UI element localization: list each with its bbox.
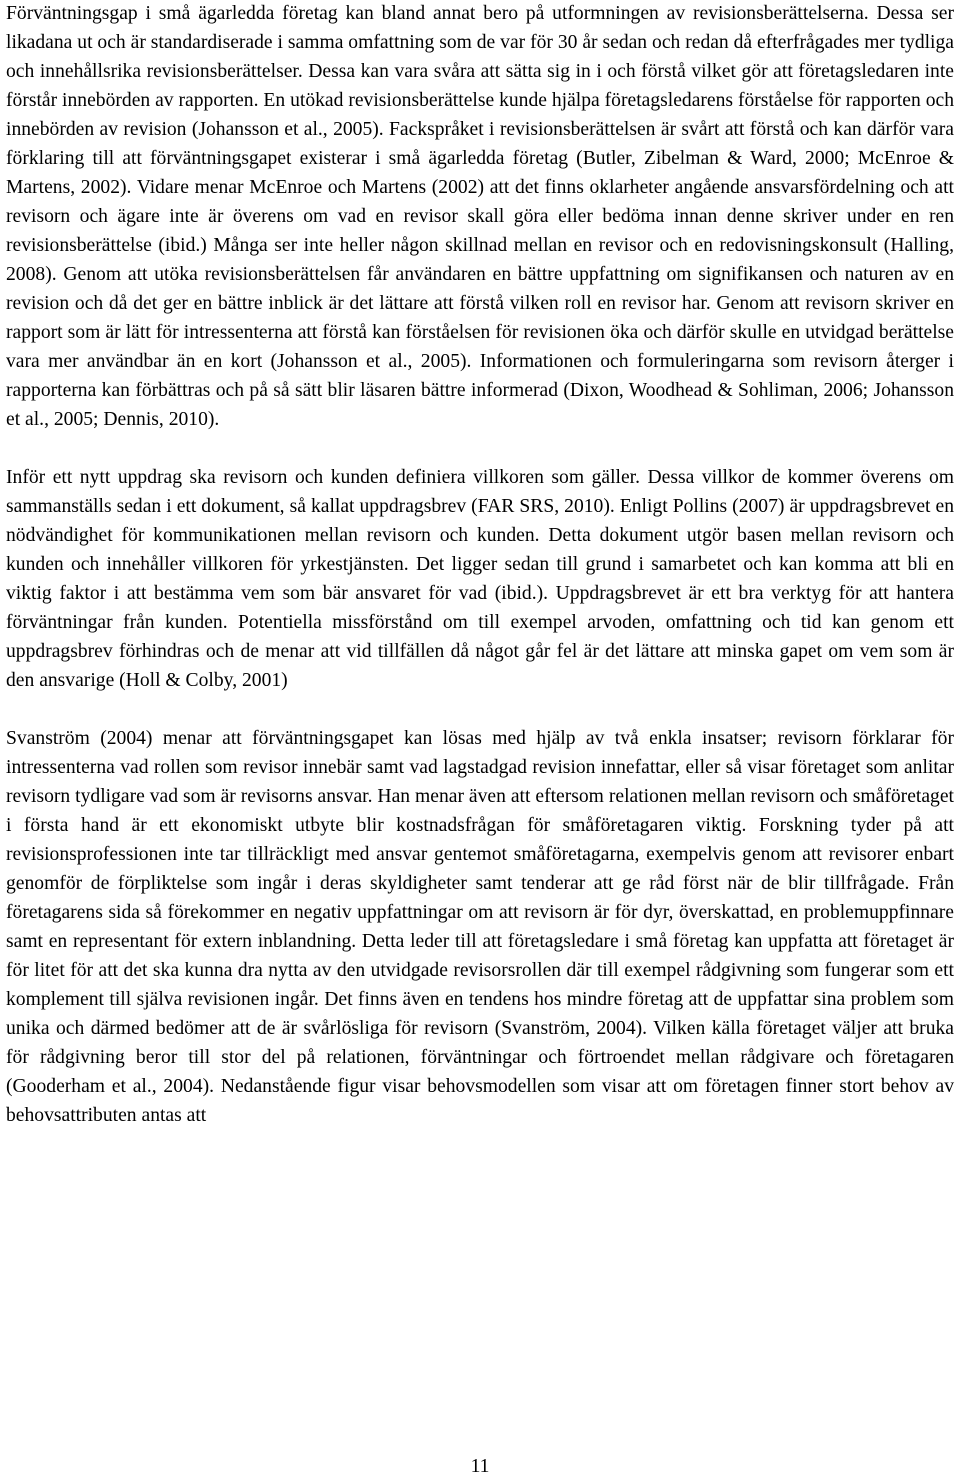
paragraph-svanstrom: Svanström (2004) menar att förväntningsgapet kan lösas med hjälp av två enkla insatser; revisorn förklarar för intressenterna vad rollen som revisor innebär samt vad lagstadgad revision innefattar, eller så visar företaget som anlitar revisorn tydligare vad som är revisorns ansvar. Han menar även att eftersom relationen mellan revisorn och småföretaget i första hand är ett ekonomiskt utbyte blir kostnadsfrågan för småföretagaren viktig. Forskning tyder på att revisionsprofessionen inte tar tillräckligt med ansvar gentemot småföretagarna, exempelvis genom att revisorer enbart genomför de förpliktelse som ingår i deras skyldigheter samt tenderar att ge råd först när de blir tillfrågade. Från företagarens sida så förekommer en negativ uppfattningar om att revisorn är för dyr, överskattad, en problemuppfinnare samt en representant för extern inblandning. Detta leder till att företagsledare i små företag kan uppfatta att företaget är för litet för att det ska kunna dra nytta av den utvidgade revisorsrollen där till exempel rådgivning som fungerar som ett komplement till själva revisionen ingår. Det finns även en tendens hos mindre företag att de uppfattar sina problem som unika och därmed bedömer att de är svårlösliga för revisorn (Svanström, 2004). Vilken källa företaget väljer att bruka för rådgivning beror till stor del på relationen, förväntningar och förtroendet mellan rådgivare och företagaren (Gooderham et al., 2004). Nedanstående figur visar behovsmodellen som visar att om företagen finner stort behov av behovsattributen antas att (6, 728, 954, 1126)
document-page (6, 0, 954, 1130)
page-number: 11 (470, 1456, 490, 1477)
paragraph-engagement-letter: Inför ett nytt uppdrag ska revisorn och kunden definiera villkoren som gäller. Dessa villkor de kommer överens om sammanställs sedan i ett dokument, så kallat uppdragsbrev (FAR SRS, 2010). Enligt Pollins (2007) är uppdragsbrevet en nödvändighet för kommunikationen mellan revisorn och kunden. Detta dokument utgör basen mellan revisorn och kunden och innehåller villkoren för yrkestjänsten. Det ligger sedan till grund i samarbetet och kan komma att bli en viktig faktor i att bestämma vem som bär ansvaret för vad (ibid.). Uppdragsbrevet är ett bra verktyg för att hantera förväntningar från kunden. Potentiella missförstånd om till exempel arvoden, omfattning och tid kan genom ett uppdragsbrev förhindras och de menar att vid tillfällen då något går fel är det lättare att minska gapet om vem som är den ansvarige (Holl & Colby, 2001) (6, 467, 954, 691)
paragraph-expectation-gap: Förväntningsgap i små ägarledda företag kan bland annat bero på utformningen av revisionsberättelserna. Dessa ser likadana ut och är standardiserade i samma omfattning som de var för 30 år sedan och redan då efterfrågades mer tydliga och innehållsrika revisionsberättelser. Dessa kan vara svåra att sätta sig in i och förstå vilket gör att företagsledaren inte förstår innebörden av rapporten. En utökad revisionsberättelse kunde hjälpa företagsledarens förståelse för rapporten och innebörden av revision (Johansson et al., 2005). Fackspråket i revisionsberättelsen är svårt att förstå och kan därför vara förklaring till att förväntningsgapet existerar i små ägarledda företag (Butler, Zibelman & Ward, 2000; McEnroe & Martens, 2002). Vidare menar McEnroe och Martens (2002) att det finns oklarheter angående ansvarsfördelning och att revisorn och ägare inte är överens om vad en revisor skall göra eller bedöma innan denne skriver under en ren revisionsberättelse (ibid.) Många ser inte heller någon skillnad mellan en revisor och en redovisningskonsult (Halling, 2008). Genom att utöka revisionsberättelsen får användaren en bättre uppfattning om signifikansen och naturen av en revision och då det ger en bättre inblick är det lättare att förstå vilken roll en revisor har. Genom att revisorn skriver en rapport som är lätt för intressenterna att förstå kan förståelsen för revisionen öka och därför skulle en utvidgad berättelse vara mer användbar än en kort (Johansson et al., 2005). Informationen och formuleringarna som revisorn återger i rapporterna kan förbättras och på så sätt blir läsaren bättre informerad (Dixon, Woodhead & Sohliman, 2006; Johansson et al., 2005; Dennis, 2010). (6, 3, 954, 430)
